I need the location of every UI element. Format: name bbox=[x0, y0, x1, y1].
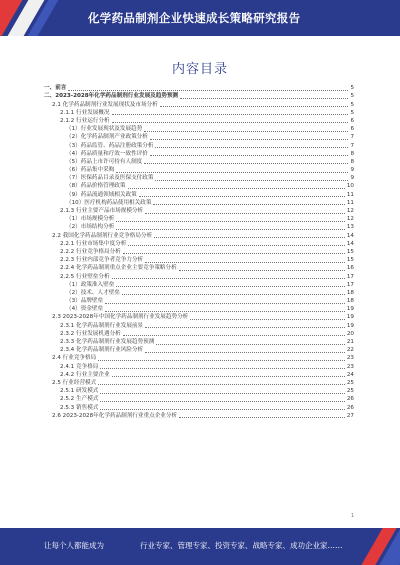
toc-entry-label: （9）药品流通领域相关政策 bbox=[66, 191, 137, 198]
toc-entry-page: 25 bbox=[346, 379, 354, 386]
toc-leader-dots bbox=[145, 262, 345, 263]
toc-entry-label: （3）药品监管、药品注册政策分析 bbox=[66, 142, 154, 149]
toc-leader-dots bbox=[116, 172, 348, 173]
toc-leader-dots bbox=[179, 417, 345, 418]
toc-heading: 内容目录 bbox=[171, 62, 228, 77]
toc-entry-label: （2）技术、人才壁垒 bbox=[66, 289, 120, 296]
toc-entry-label: 2.2.1 行业市场集中度分析 bbox=[60, 240, 127, 247]
toc-leader-dots bbox=[100, 393, 344, 394]
toc-entry-page: 14 bbox=[346, 240, 354, 247]
toc-entry-page: 12 bbox=[346, 208, 354, 214]
toc-entry[interactable] bbox=[44, 199, 354, 207]
toc-leader-dots bbox=[116, 229, 345, 230]
toc-entry[interactable] bbox=[44, 109, 354, 117]
toc-entry-page: 13 bbox=[346, 224, 354, 231]
toc-entry-label: 一、前言 bbox=[44, 85, 67, 92]
toc-entry-page: 20 bbox=[346, 330, 354, 337]
toc-entry[interactable] bbox=[44, 190, 354, 198]
toc-entry-page: 5 bbox=[350, 101, 354, 108]
toc-entry-label: 2.4.2 行业主要企业 bbox=[60, 371, 110, 378]
toc-entry-page: 5 bbox=[350, 85, 354, 92]
toc-entry[interactable] bbox=[44, 281, 354, 289]
toc-entry-page: 6 bbox=[350, 117, 354, 124]
toc-leader-dots bbox=[105, 303, 345, 304]
toc-entry[interactable] bbox=[44, 256, 354, 264]
toc-entry[interactable] bbox=[44, 387, 354, 395]
toc-entry[interactable] bbox=[44, 240, 354, 248]
toc-leader-dots bbox=[156, 344, 345, 345]
toc-entry[interactable] bbox=[44, 141, 354, 149]
toc-leader-dots bbox=[128, 188, 345, 189]
toc-entry-label: 2.1.2 行业运行分析 bbox=[60, 117, 110, 124]
toc-leader-dots bbox=[68, 90, 348, 91]
toc-entry[interactable] bbox=[44, 248, 354, 256]
toc-leader-dots bbox=[112, 114, 349, 115]
toc-entry-label: 2.5.2 生产模式 bbox=[60, 396, 99, 403]
toc-entry-label: 2.3 2023-2028年中国化学药品制剂行业发展趋势分析 bbox=[52, 314, 189, 321]
toc-entry[interactable] bbox=[44, 182, 354, 190]
toc-entry-page: 8 bbox=[350, 158, 354, 165]
toc-entry-label: （2）化学药品制剂产业政策分析 bbox=[66, 134, 148, 141]
toc-leader-dots bbox=[98, 360, 345, 361]
toc-leader-dots bbox=[105, 311, 345, 312]
toc-entry-label: 2.4 行业竞争格局 bbox=[52, 355, 97, 362]
table-of-contents bbox=[44, 84, 354, 420]
toc-leader-dots bbox=[98, 384, 345, 385]
toc-leader-dots bbox=[145, 327, 345, 328]
toc-entry-label: 2.6 2023-2028年化学药品制剂行业重点企业分析 bbox=[52, 412, 178, 419]
toc-entry-page: 25 bbox=[346, 388, 354, 395]
toc-entry-label: 2.2.5 行业壁垒分析 bbox=[60, 273, 110, 280]
toc-entry-page: 8 bbox=[350, 150, 354, 157]
toc-entry-page: 14 bbox=[346, 232, 354, 239]
toc-entry-page: 21 bbox=[346, 339, 354, 345]
toc-leader-dots bbox=[116, 221, 345, 222]
toc-entry[interactable] bbox=[44, 403, 354, 411]
toc-entry-page: 18 bbox=[346, 289, 354, 296]
toc-entry-page: 24 bbox=[346, 371, 354, 378]
toc-entry-page: 6 bbox=[350, 126, 354, 133]
toc-leader-dots bbox=[100, 401, 344, 402]
toc-leader-dots bbox=[153, 204, 344, 205]
toc-entry[interactable] bbox=[44, 84, 354, 92]
toc-entry[interactable] bbox=[44, 264, 354, 272]
toc-entry-label: 2.5 行业经营模式 bbox=[52, 379, 97, 386]
toc-entry-page: 19 bbox=[346, 314, 354, 321]
toc-entry[interactable] bbox=[44, 231, 354, 239]
toc-leader-dots bbox=[139, 196, 345, 197]
report-title: 化学药品制剂企业快速成长策略研究报告 bbox=[88, 11, 301, 25]
footer-slogan: 让每个人都能成为 bbox=[44, 541, 104, 550]
toc-entry-label: （2）市场结构分析 bbox=[66, 224, 115, 231]
toc-entry-page: 11 bbox=[346, 191, 354, 198]
toc-entry-label: 2.1 化学药品制剂行业发展现状及市场分析 bbox=[52, 101, 158, 108]
toc-entry[interactable] bbox=[44, 371, 354, 379]
toc-entry[interactable] bbox=[44, 215, 354, 223]
toc-entry-page: 19 bbox=[346, 322, 354, 329]
toc-leader-dots bbox=[122, 294, 345, 295]
toc-entry-page: 23 bbox=[346, 363, 354, 370]
toc-leader-dots bbox=[145, 352, 345, 353]
toc-entry[interactable] bbox=[44, 117, 354, 125]
toc-entry-label: （4）药品质量和疗效一致性评价 bbox=[66, 150, 148, 157]
footer-roles: 行业专家、管理专家、投资专家、战略专家、成功企业家…… bbox=[140, 541, 343, 550]
toc-entry[interactable] bbox=[44, 150, 354, 158]
toc-entry-label: 2.3.1 化学药品制剂行业发展前景 bbox=[60, 322, 144, 329]
toc-entry-page: 27 bbox=[346, 412, 354, 419]
toc-entry-label: （10）医疗机构药品使用相关政策 bbox=[66, 199, 152, 206]
toc-entry[interactable] bbox=[44, 362, 354, 370]
toc-leader-dots bbox=[155, 180, 348, 181]
toc-entry[interactable] bbox=[44, 330, 354, 338]
toc-entry-page: 19 bbox=[346, 306, 354, 313]
toc-entry-label: 2.4.1 竞争格局 bbox=[60, 363, 99, 370]
toc-entry[interactable] bbox=[44, 125, 354, 133]
toc-entry[interactable] bbox=[44, 207, 354, 215]
toc-entry-label: （7）医保药品目录及医保支付政策 bbox=[66, 175, 154, 182]
toc-entry-label: 2.3.3 化学药品制剂行业发展趋势预测 bbox=[60, 339, 155, 345]
toc-entry-page: 5 bbox=[350, 93, 354, 100]
toc-entry-label: （3）品牌壁垒 bbox=[66, 298, 104, 305]
toc-leader-dots bbox=[179, 270, 345, 271]
toc-entry[interactable] bbox=[44, 412, 354, 420]
toc-leader-dots bbox=[144, 163, 348, 164]
toc-entry-page: 9 bbox=[350, 175, 354, 182]
toc-entry-label: （1）市场规模分析 bbox=[66, 216, 115, 223]
toc-entry[interactable] bbox=[44, 289, 354, 297]
toc-leader-dots bbox=[116, 286, 345, 287]
toc-entry[interactable] bbox=[44, 272, 354, 280]
toc-leader-dots bbox=[128, 245, 345, 246]
toc-leader-dots bbox=[190, 319, 345, 320]
toc-entry-label: 2.2.2 行业竞争格局分析 bbox=[60, 248, 121, 255]
toc-entry-label: 2.5.3 销售模式 bbox=[60, 404, 99, 411]
toc-leader-dots bbox=[150, 139, 349, 140]
toc-entry-label: 2.5.1 研发模式 bbox=[60, 388, 99, 395]
toc-leader-dots bbox=[100, 368, 344, 369]
toc-entry-label: （1）政策准入壁垒 bbox=[66, 281, 115, 288]
toc-entry[interactable] bbox=[44, 313, 354, 321]
toc-entry[interactable] bbox=[44, 174, 354, 182]
toc-entry-page: 9 bbox=[350, 167, 354, 174]
toc-entry-label: （1）行业发展现状及发展趋势 bbox=[66, 126, 143, 133]
toc-leader-dots bbox=[145, 213, 345, 214]
toc-entry-page: 15 bbox=[346, 257, 354, 264]
toc-leader-dots bbox=[160, 106, 349, 107]
toc-entry-page: 26 bbox=[346, 396, 354, 403]
toc-entry-page: 5 bbox=[350, 109, 354, 116]
toc-entry-page: 17 bbox=[346, 281, 354, 288]
toc-entry[interactable] bbox=[44, 379, 354, 387]
toc-entry-page: 18 bbox=[346, 298, 354, 305]
toc-leader-dots bbox=[150, 155, 349, 156]
toc-entry[interactable] bbox=[44, 158, 354, 166]
toc-entry-page: 7 bbox=[350, 142, 354, 149]
toc-entry[interactable] bbox=[44, 354, 354, 362]
toc-leader-dots bbox=[123, 335, 345, 336]
toc-entry-label: （5）药品上市许可持有人制度 bbox=[66, 158, 143, 165]
toc-entry-page: 26 bbox=[346, 404, 354, 411]
toc-leader-dots bbox=[154, 237, 345, 238]
toc-entry-page: 12 bbox=[346, 216, 354, 223]
toc-entry-page: 16 bbox=[346, 265, 354, 272]
toc-entry-page: 22 bbox=[346, 347, 354, 354]
toc-entry[interactable] bbox=[44, 133, 354, 141]
toc-entry-page: 10 bbox=[346, 183, 354, 190]
toc-leader-dots bbox=[123, 253, 345, 254]
toc-entry-label: （6）药品集中采购 bbox=[66, 167, 115, 174]
page-number: 1 bbox=[350, 513, 354, 519]
toc-entry[interactable] bbox=[44, 92, 354, 100]
toc-entry-label: 2.2.3 行业内部竞争者竞争力分析 bbox=[60, 257, 144, 264]
toc-entry-page: 17 bbox=[346, 273, 354, 280]
toc-entry-page: 7 bbox=[350, 134, 354, 141]
toc-leader-dots bbox=[100, 409, 344, 410]
toc-entry-label: 2.2 我国化学药品制剂行业竞争格局分析 bbox=[52, 232, 153, 239]
toc-leader-dots bbox=[180, 98, 348, 99]
toc-entry-label: 2.3.4 化学药品制剂行业风险分析 bbox=[60, 347, 144, 354]
toc-entry[interactable] bbox=[44, 395, 354, 403]
toc-entry-page: 23 bbox=[346, 355, 354, 362]
toc-entry[interactable] bbox=[44, 223, 354, 231]
toc-entry-label: 2.2.4 化学药品制剂重点企业主要竞争策略分析 bbox=[60, 265, 177, 272]
report-header-banner bbox=[0, 0, 400, 36]
toc-leader-dots bbox=[155, 147, 348, 148]
toc-entry[interactable] bbox=[44, 321, 354, 329]
toc-entry-page: 11 bbox=[346, 199, 354, 206]
toc-leader-dots bbox=[112, 376, 345, 377]
toc-entry-label: 2.3.2 行业发展机遇分析 bbox=[60, 330, 121, 337]
toc-leader-dots bbox=[112, 122, 349, 123]
toc-entry[interactable] bbox=[44, 166, 354, 174]
toc-leader-dots bbox=[112, 278, 345, 279]
toc-entry-page: 15 bbox=[346, 248, 354, 255]
toc-entry-label: （8）药品价格管理政策 bbox=[66, 183, 126, 190]
toc-entry[interactable] bbox=[44, 100, 354, 108]
footer-banner bbox=[0, 528, 400, 565]
toc-entry-label: （4）资金壁垒 bbox=[66, 306, 104, 313]
toc-entry[interactable] bbox=[44, 338, 354, 346]
toc-entry-label: 2.1.3 行业主要产品市场规模分析 bbox=[60, 208, 144, 214]
toc-leader-dots bbox=[144, 131, 348, 132]
toc-entry-label: 二、2023-2028年化学药品制剂行业发展及趋势预测 bbox=[44, 93, 179, 100]
toc-entry[interactable] bbox=[44, 346, 354, 354]
toc-entry-label: 2.1.1 行业发展概况 bbox=[60, 109, 110, 116]
toc-entry[interactable] bbox=[44, 297, 354, 305]
toc-entry[interactable] bbox=[44, 305, 354, 313]
